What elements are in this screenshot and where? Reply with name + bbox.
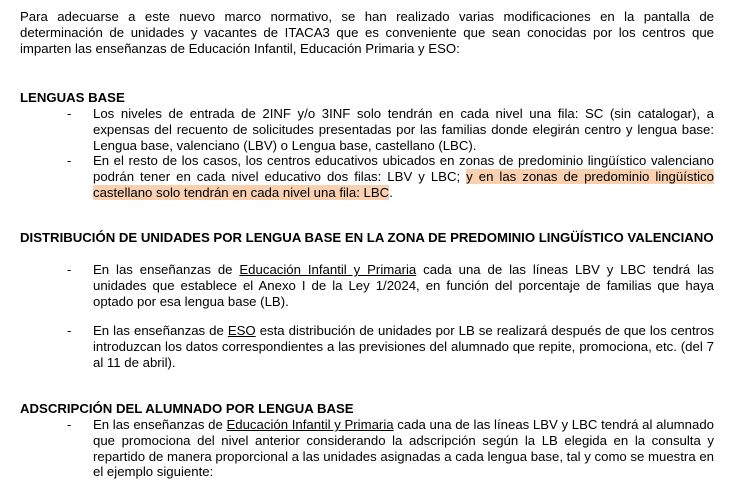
- section-heading-adscripcion: ADSCRIPCIÓN DEL ALUMNADO POR LENGUA BASE: [20, 401, 354, 416]
- bullet-dash: -: [67, 323, 72, 339]
- list-item-text-end: esta distribución de unidades por LB se realizará después de que los centros introduzcan los datos correspondientes a las previsiones del alumnado que repite, promociona, etc. (del 7 al 11 de abril).: [93, 323, 714, 370]
- section-heading-distribucion: DISTRIBUCIÓN DE UNIDADES POR LENGUA BASE EN LA ZONA DE PREDOMINIO LINGÜÍSTICO VALENCIANO: [20, 230, 714, 245]
- section-list-adscripcion: [20, 417, 714, 480]
- section-list-distribucion: [20, 262, 714, 371]
- section-heading-lenguas-base: LENGUAS BASE: [20, 90, 125, 105]
- underlined-term: Educación Infantil y Primaria: [226, 417, 394, 432]
- bullet-dash: -: [67, 153, 72, 169]
- bullet-dash: -: [67, 417, 72, 432]
- list-item: [20, 417, 714, 480]
- bullet-dash: -: [67, 262, 72, 277]
- underlined-term: ESO: [227, 323, 256, 339]
- list-item: [20, 153, 714, 200]
- bullet-dash: -: [67, 106, 72, 121]
- list-item-text: En las enseñanzas de: [93, 262, 240, 277]
- section-list-lenguas-base: [20, 106, 714, 201]
- list-item-text-end: .: [389, 184, 393, 200]
- list-item-text: En el resto de los casos, los centros educativos ubicados en zonas de predominio lingüístico valenciano podrán tener en cada nivel educativo dos filas: LBV y LBC;: [93, 153, 714, 185]
- list-item-text: En las enseñanzas de: [93, 417, 227, 432]
- intro-paragraph: Para adecuarse a este nuevo marco normativo, se han realizado varias modificaciones en la pantalla de determinación de unidades y vacantes de ITACA3 que es conveniente que sean conocidas por los centros que imparten las enseñanzas de Educación Infantil, Educación Primaria y ESO:: [20, 9, 714, 56]
- list-item-text: En las enseñanzas de: [93, 323, 228, 339]
- list-item: [20, 323, 714, 370]
- underlined-term: Educación Infantil y Primaria: [239, 262, 417, 277]
- list-item: [20, 262, 714, 309]
- list-item-text-end: cada una de las líneas LBV y LBC tendrá al alumnado que promociona del nivel anterior considerando la adscripción según la LB elegida en la consulta y repartido de manera proporcional a las unidades asignadas a cada lengua base, tal y como se muestra en el ejemplo siguiente:: [93, 417, 715, 480]
- list-item: [20, 106, 714, 153]
- list-item-text-end: cada una de las líneas LBV y LBC tendrá las unidades que establece el Anexo I de la Ley 1/2024, en función del porcentaje de familias que haya optado por esa lengua base (LB).: [93, 262, 714, 309]
- list-item-text: Los niveles de entrada de 2INF y/o 3INF solo tendrán en cada nivel una fila: SC (sin catalogar), a expensas del recuento de solicitudes presentadas por las familias donde elegirán centro y lengua base: Lengua base, valenciano (LBV) o Lengua base, castellano (LBC).: [93, 106, 714, 153]
- highlighted-text: y en las zonas de predominio lingüístico castellano solo tendrán en cada nivel una fila: LBC: [93, 169, 714, 200]
